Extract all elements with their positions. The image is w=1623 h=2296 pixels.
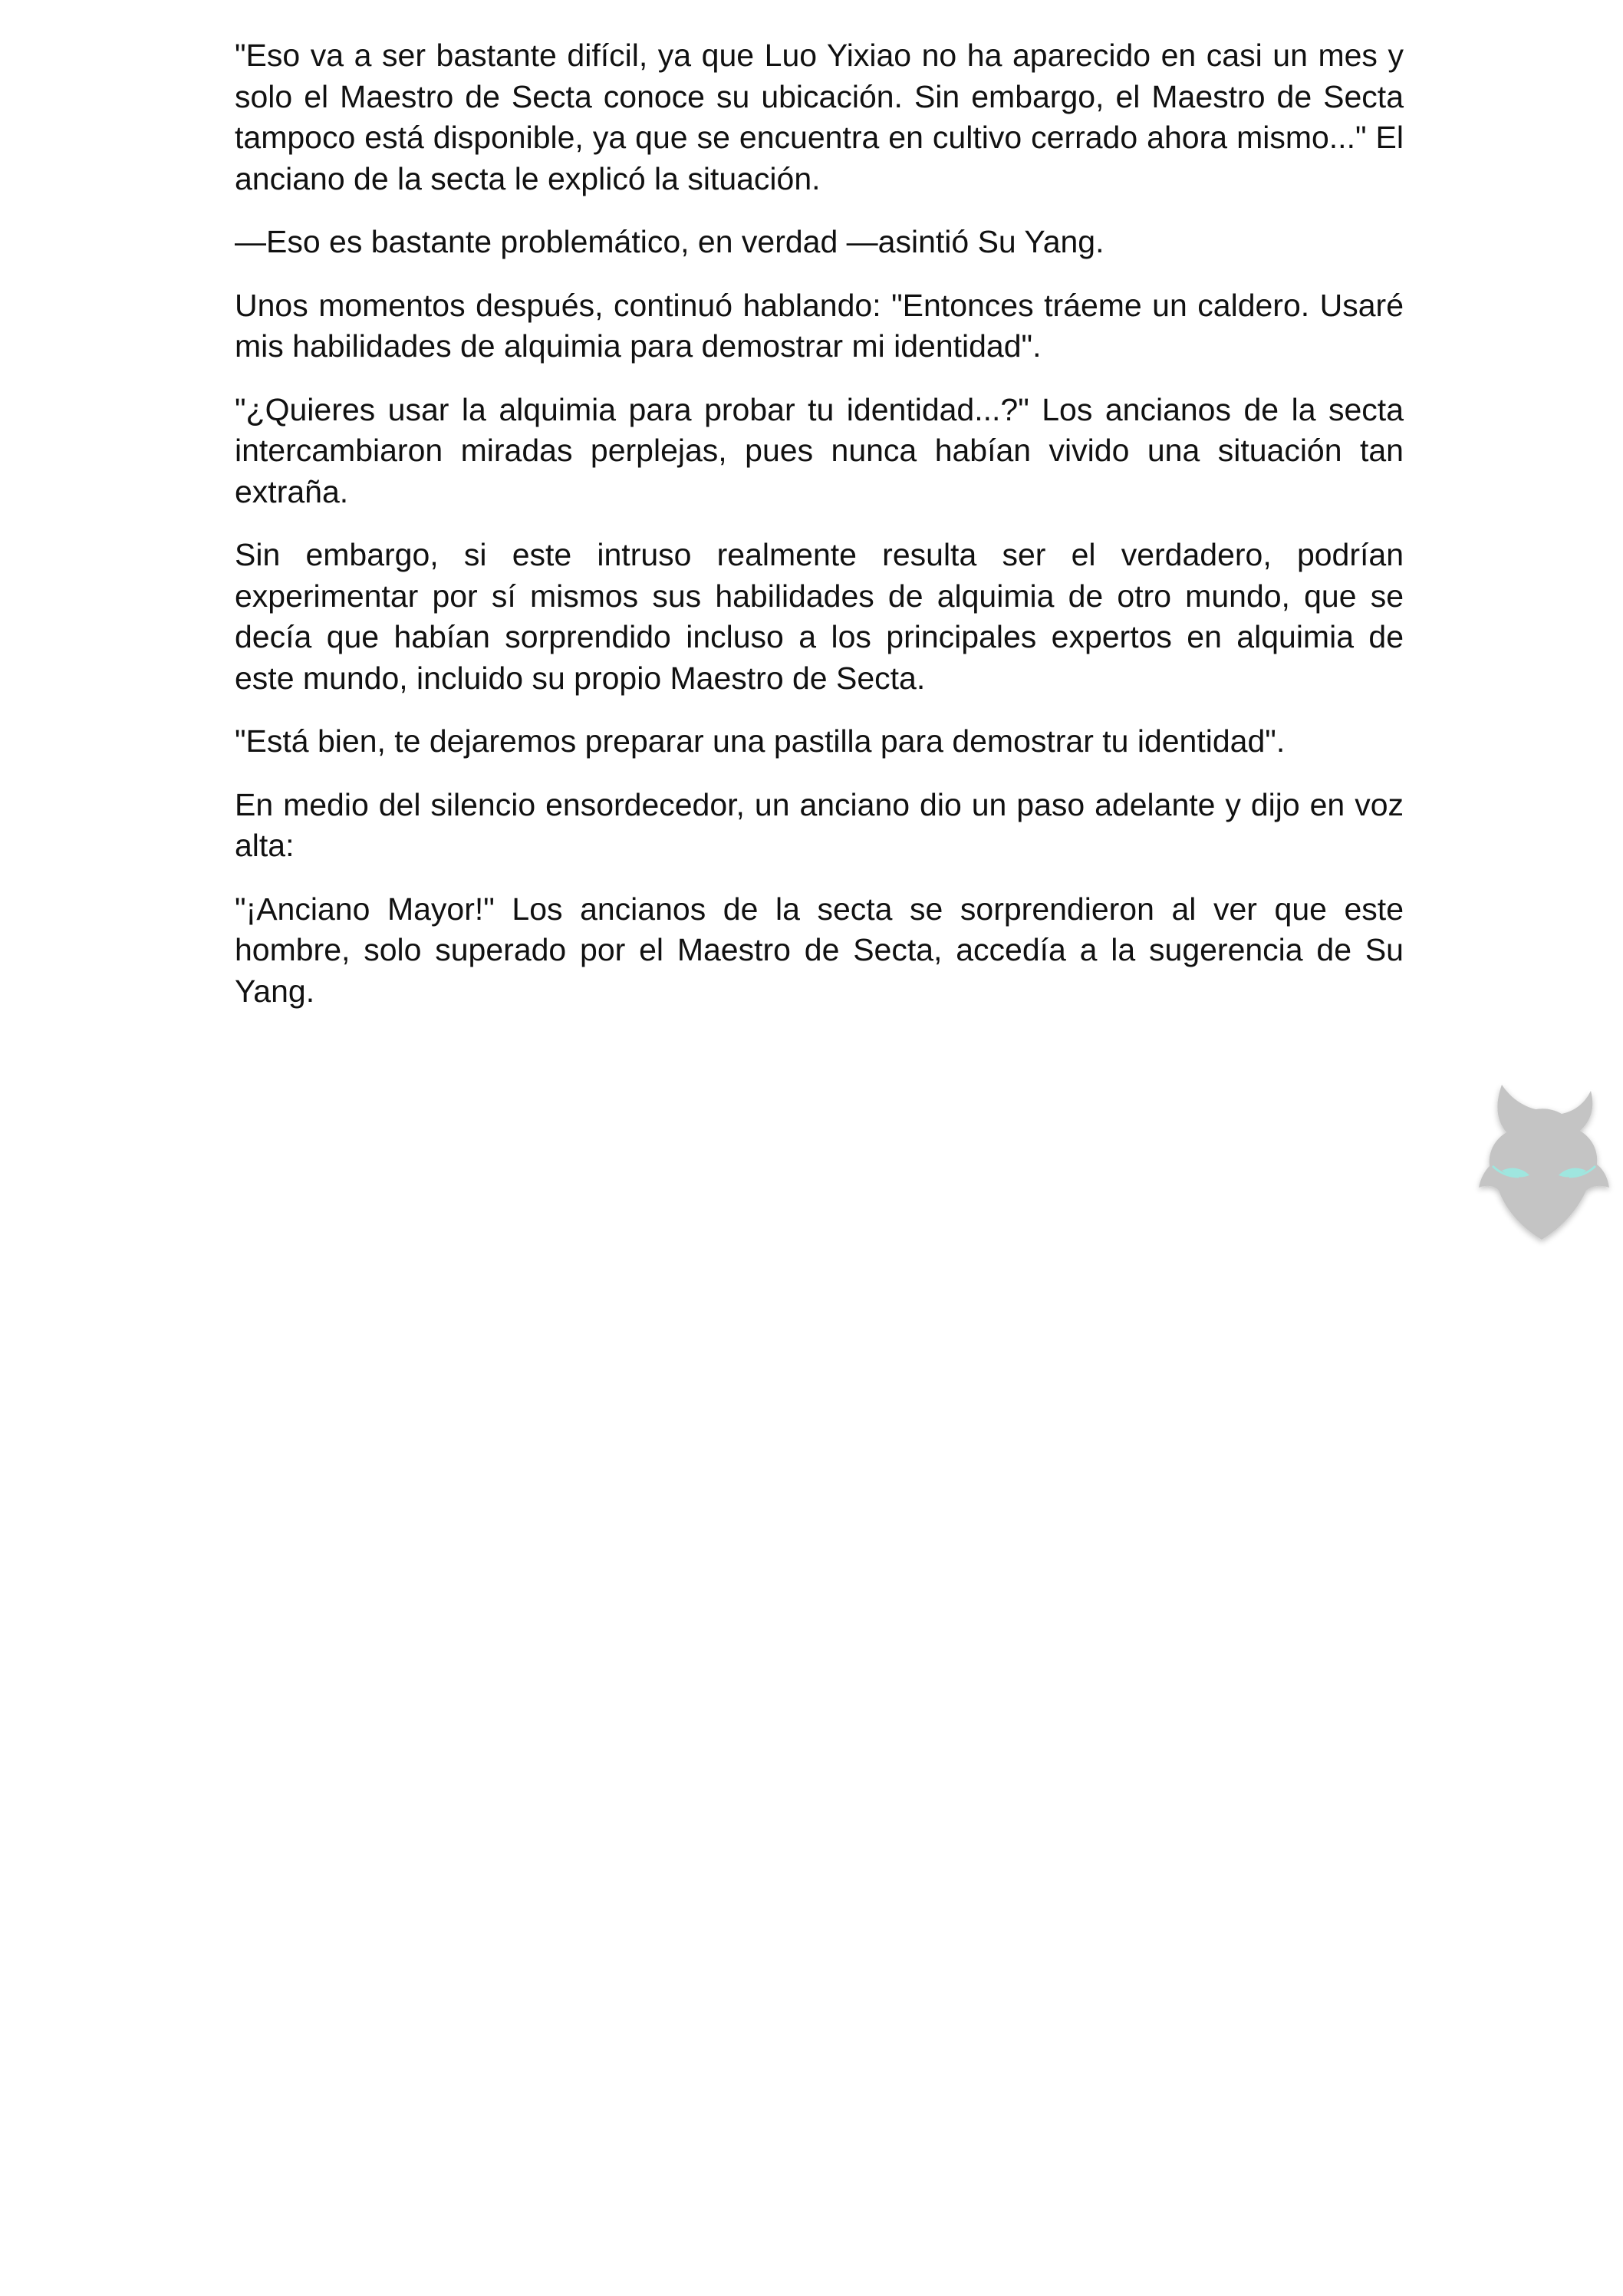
paragraph: En medio del silencio ensordecedor, un anciano dio un paso adelante y dijo en voz alta: [235,786,1404,863]
paragraph: Sin embargo, si este intruso realmente resulta ser el verdadero, podrían experimentar por sí mismos sus habilidades de alquimia de otro mundo, que se decía que habían sorprendido incluso a los principales expertos en alquimia de este mundo, incluido su propio Maestro de Secta. [235,537,1404,696]
demon-head-icon [1471,1076,1617,1250]
paragraph: "Está bien, te dejaremos preparar una pastilla para demostrar tu identidad". [235,723,1286,759]
body-text [235,35,1404,1034]
paragraph: Unos momentos después, continuó hablando: "Entonces tráeme un caldero. Usaré mis habilidades de alquimia para demostrar mi identidad". [235,287,1404,364]
paragraph: —Eso es bastante problemático, en verdad —asintió Su Yang. [235,224,1104,259]
paragraph: "¡Anciano Mayor!" Los ancianos de la secta se sorprendieron al ver que este hombre, solo superado por el Maestro de Secta, accedía a la sugerencia de Su Yang. [235,891,1404,1009]
demon-head-shape [1479,1085,1609,1240]
paragraph: "Eso va a ser bastante difícil, ya que Luo Yixiao no ha aparecido en casi un mes y solo el Maestro de Secta conoce su ubicación. Sin embargo, el Maestro de Secta tampoco está disponible, ya que se encuentra en cultivo cerrado ahora mismo..." El anciano de la secta le explicó la situación. [235,38,1404,196]
paragraph: "¿Quieres usar la alquimia para probar tu identidad...?" Los ancianos de la secta intercambiaron miradas perplejas, pues nunca habían vivido una situación tan extraña. [235,391,1404,509]
